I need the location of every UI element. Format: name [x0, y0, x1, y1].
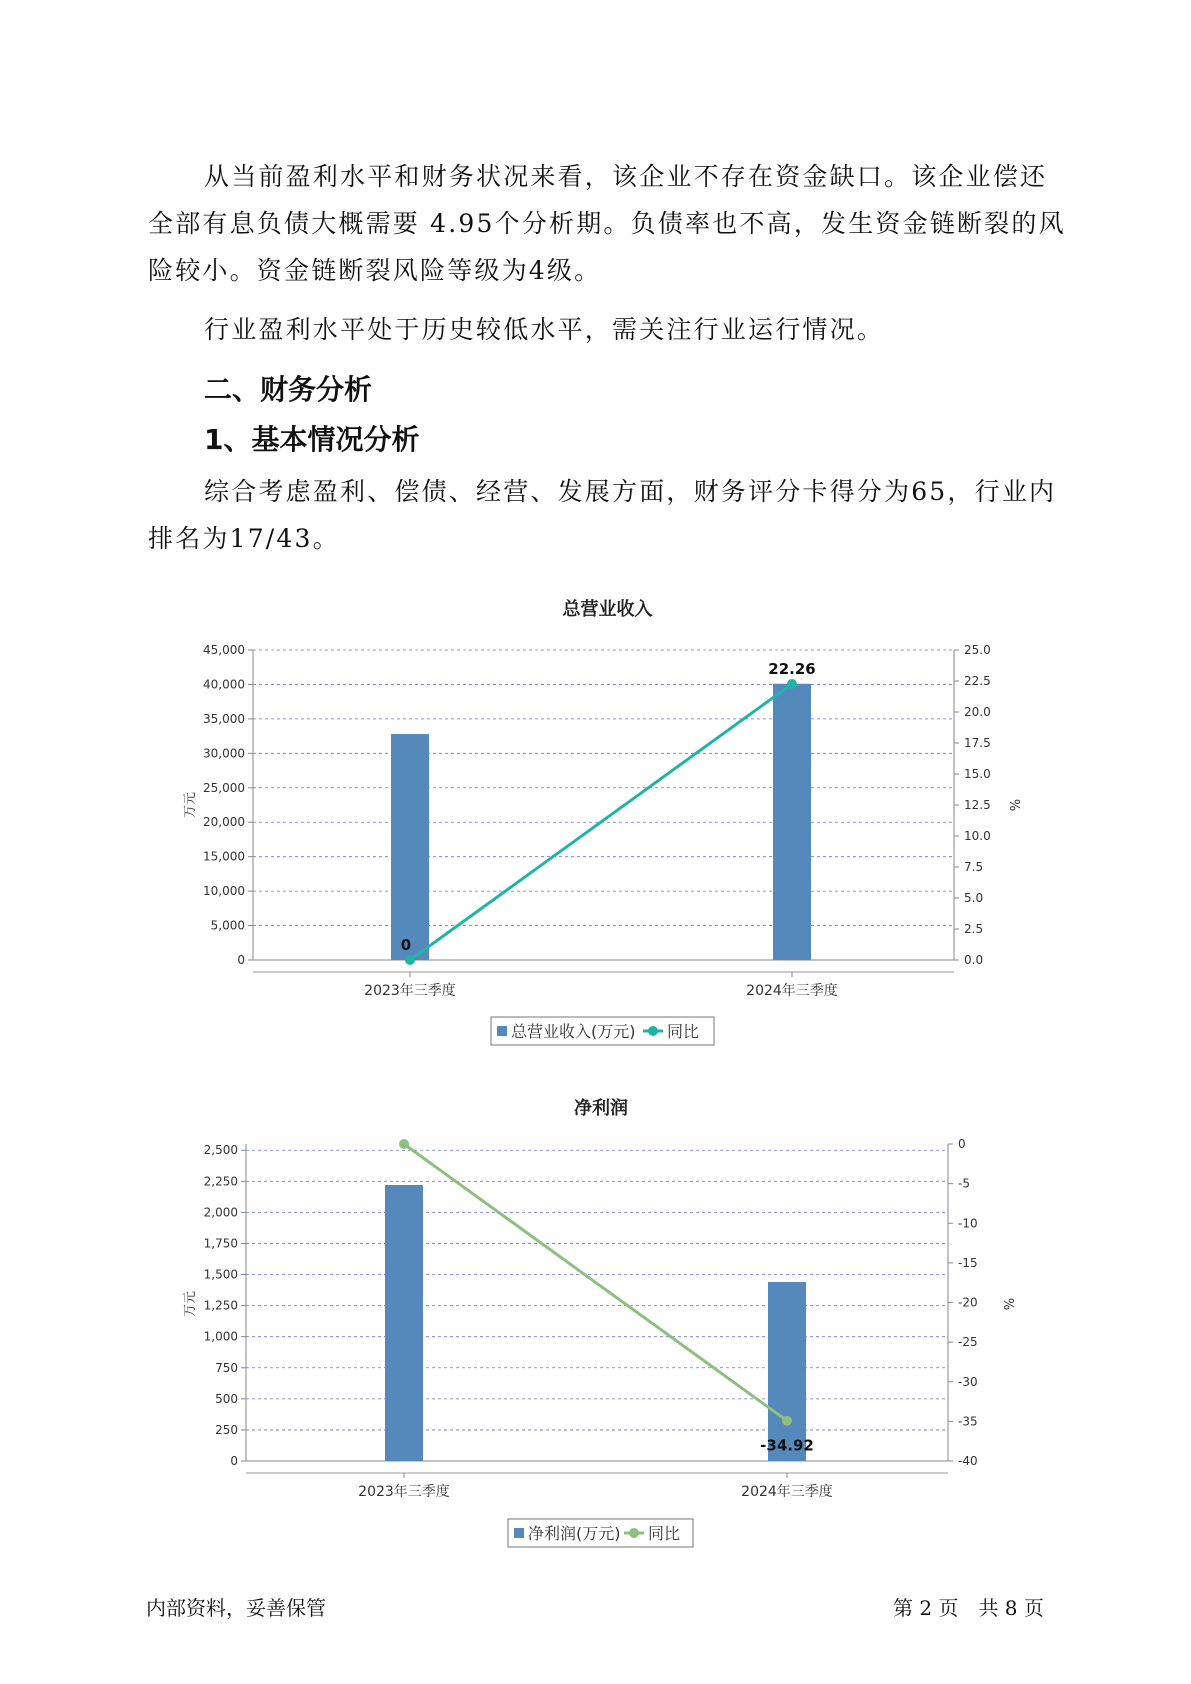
- y-tick-label-right: 25.0: [964, 643, 991, 657]
- x-tick-label: 2023年三季度: [364, 983, 456, 999]
- y-axis-label-right: %: [1000, 1297, 1015, 1311]
- y-tick-label-right: -25: [958, 1335, 978, 1350]
- y-tick-label-left: 35,000: [203, 711, 245, 726]
- y-tick-label-right: -5: [958, 1176, 970, 1191]
- data-label: -34.92: [760, 1436, 814, 1455]
- x-tick-label: 2024年三季度: [741, 1484, 833, 1500]
- yoy-line: [404, 1144, 787, 1421]
- y-tick-label-left: 2,250: [203, 1174, 238, 1189]
- y-tick-label-right: 0.0: [964, 953, 984, 967]
- data-label: 22.26: [768, 659, 816, 678]
- y-tick-label-right: -20: [958, 1295, 978, 1310]
- bar: [768, 1282, 806, 1461]
- y-tick-label-right: 2.5: [964, 922, 984, 936]
- x-tick-label: 2023年三季度: [358, 1484, 450, 1500]
- y-axis-label-left: 万元: [183, 791, 198, 819]
- y-tick-label-right: 7.5: [964, 860, 984, 874]
- footer-confidential: 内部资料，妥善保管: [146, 1596, 326, 1620]
- chart-title: 净利润: [574, 1098, 628, 1119]
- yoy-point: [399, 1139, 409, 1149]
- y-tick-label-left: 40,000: [203, 677, 245, 692]
- y-tick-label-left: 1,000: [203, 1329, 238, 1344]
- y-tick-label-left: 45,000: [203, 643, 245, 657]
- footer-page-number: 第 2 页 共 8 页: [893, 1596, 1044, 1620]
- legend-line-label: 同比: [648, 1524, 681, 1543]
- y-tick-label-right: 15.0: [964, 767, 991, 781]
- y-tick-label-left: 25,000: [203, 780, 245, 795]
- paragraph-liquidity-text: 从当前盈利水平和财务状况来看，该企业不存在资金缺口。该企业偿还全部有息负债大概需要 4.95个分析期。负债率也不高，发生资金链断裂的风险较小。资金链断裂风险等级为4级。: [148, 162, 1066, 285]
- y-tick-label-left: 0: [237, 953, 245, 967]
- y-tick-label-right: 17.5: [964, 736, 991, 750]
- y-tick-label-left: 250: [215, 1422, 238, 1437]
- legend-bar-label: 净利润(万元): [528, 1524, 621, 1543]
- y-tick-label-right: -10: [958, 1216, 978, 1231]
- y-tick-label-left: 500: [215, 1391, 238, 1406]
- chart-title: 总营业收入: [562, 599, 653, 620]
- y-tick-label-left: 5,000: [210, 918, 245, 933]
- y-tick-label-left: 0: [230, 1454, 238, 1468]
- y-tick-label-left: 2,000: [203, 1205, 238, 1220]
- y-tick-label-left: 10,000: [203, 884, 245, 899]
- y-tick-label-right: 0: [958, 1137, 966, 1151]
- y-tick-label-right: -40: [958, 1454, 978, 1468]
- y-tick-label-left: 20,000: [203, 815, 245, 830]
- y-tick-label-right: 10.0: [964, 829, 991, 843]
- paragraph-industry-text: 行业盈利水平处于历史较低水平，需关注行业运行情况。: [204, 315, 885, 344]
- y-tick-label-right: -15: [958, 1255, 978, 1270]
- y-tick-label-right: 22.5: [964, 674, 991, 688]
- y-tick-label-left: 1,250: [203, 1298, 238, 1313]
- y-tick-label-left: 15,000: [203, 849, 245, 864]
- legend-bar-swatch: [514, 1528, 524, 1538]
- yoy-point: [782, 1416, 792, 1426]
- y-tick-label-left: 750: [215, 1360, 238, 1375]
- y-tick-label-left: 1,500: [203, 1267, 238, 1282]
- y-axis-label-right: %: [1006, 798, 1021, 812]
- y-axis-label-left: 万元: [183, 1290, 198, 1318]
- y-tick-label-right: 12.5: [964, 798, 991, 812]
- y-tick-label-right: 5.0: [964, 891, 984, 905]
- x-tick-label: 2024年三季度: [746, 983, 838, 999]
- y-tick-label-left: 1,750: [203, 1236, 238, 1251]
- legend-bar-label: 总营业收入(万元): [511, 1022, 636, 1041]
- bar: [385, 1185, 423, 1461]
- legend-line-label: 同比: [667, 1022, 700, 1041]
- legend-line-marker: [629, 1528, 639, 1538]
- subsection-heading: 1、基本情况分析: [204, 423, 420, 456]
- y-tick-label-right: 20.0: [964, 705, 991, 719]
- data-label: 0: [400, 936, 412, 954]
- y-tick-label-right: -30: [958, 1374, 978, 1389]
- y-tick-label-left: 30,000: [203, 746, 245, 761]
- section-heading: 二、财务分析: [204, 373, 373, 406]
- y-tick-label-left: 2,500: [203, 1143, 238, 1158]
- y-tick-label-right: -35: [958, 1414, 978, 1429]
- paragraph-scorecard-text: 综合考虑盈利、偿债、经营、发展方面，财务评分卡得分为65，行业内排名为17/43。: [148, 477, 1057, 553]
